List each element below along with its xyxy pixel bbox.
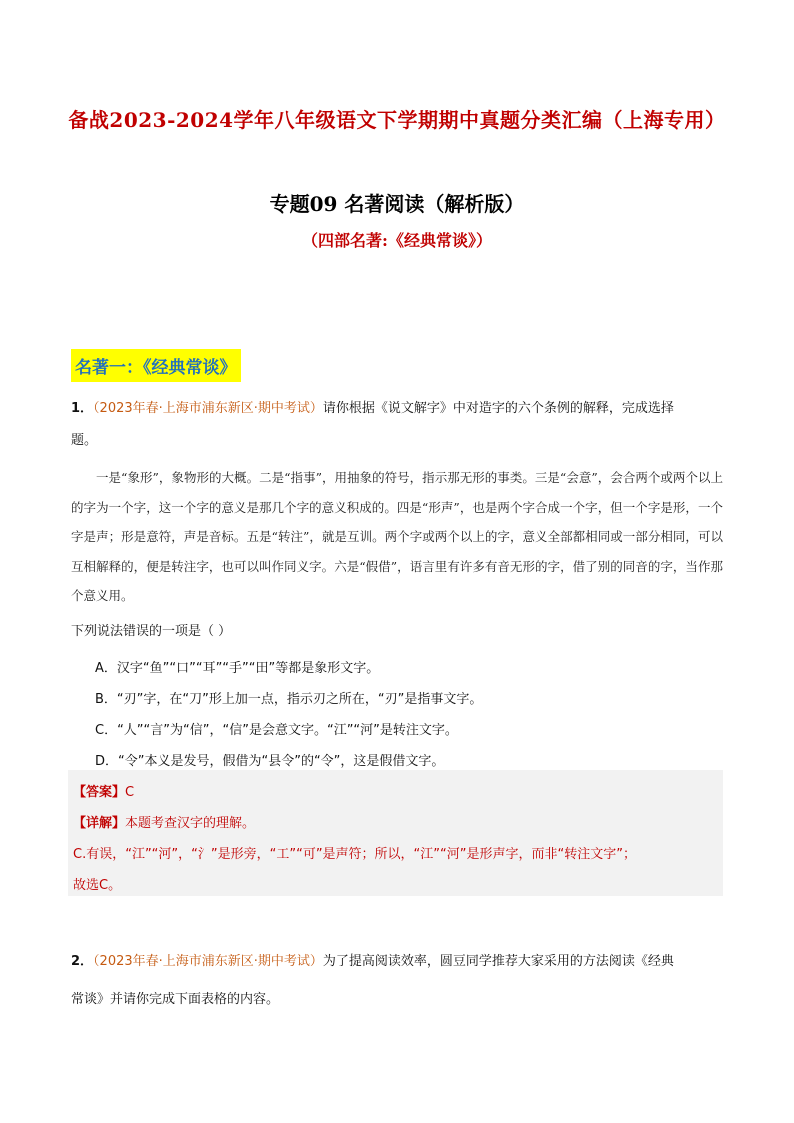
answer-value: C	[125, 785, 135, 800]
option-a: A．汉字“鱼”“口”“耳”“手”“田”等都是象形文字。	[95, 661, 380, 676]
option-d: D．“令”本义是发号，假借为“县令”的“令”，这是假借文字。	[95, 754, 445, 769]
detail-line	[73, 812, 255, 831]
answer-box	[68, 770, 723, 896]
option-b: B．“刃”字，在“刀”形上加一点，指示刃之所在，“刃”是指事文字。	[95, 692, 483, 707]
question-1-stem	[71, 393, 723, 457]
answer-tag: 【答案】	[73, 785, 126, 800]
reading-passage: 一是“象形”，象物形的大概。二是“指事”，用抽象的符号，指示那无形的事类。三是“会意”，会合两个或两个以上的字为一个字，这一个字的意义是那几个字的意义积成的。四是“形声”，也是两个字合成一个字，但一个字是形，一个字是声；形是意符，声是音标。五是“转注”，就是互训。两个字或两个以上的字，意义全部都相同或一部分相同，可以互相解释的，便是转注字，也可以叫作同义字。六是“假借”，语言里有许多有音无形的字，借了别的同音的字，当作那个意义用。	[71, 470, 723, 603]
question-source: （2023年春·上海市浦东新区·期中考试）	[93, 401, 323, 416]
question-stem: 为了提高阅读效率，圆豆同学推荐大家采用的方法阅读《经典	[322, 954, 674, 969]
question-number: 1．	[71, 401, 94, 416]
section-heading: 名著一：《经典常谈》	[71, 349, 241, 382]
main-title: 备战2023-2024学年八年级语文下学期期中真题分类汇编（上海专用）	[68, 108, 726, 132]
question-stem: 请你根据《说文解字》中对造字的六个条例的解释，完成选择	[322, 401, 674, 416]
question-prompt: 下列说法错误的一项是（ ）	[71, 624, 232, 639]
detail-tag: 【详解】	[73, 816, 126, 831]
sub-title: 专题09 名著阅读（解析版）	[269, 192, 525, 216]
question-number: 2．	[71, 954, 94, 969]
option-c: C．“人”“言”为“信”，“信”是会意文字。“江”“河”是转注文字。	[95, 723, 458, 738]
question-2-stem	[71, 943, 723, 1019]
question-source: （2023年春·上海市浦东新区·期中考试）	[93, 954, 323, 969]
conclusion-line: 故选C。	[73, 878, 122, 893]
answer-line	[73, 781, 134, 800]
explanation-line: C.有误，“江”“河”，“氵”是形旁，“工”“可”是声符；所以，“江”“河”是形声字，而非“转注文字”；	[73, 847, 636, 862]
detail-text: 本题考查汉字的理解。	[125, 816, 256, 831]
question-stem-continued: 常谈》并请你完成下面表格的内容。	[71, 992, 280, 1007]
sub-sub-title: （四部名著:《经典常谈》）	[302, 231, 492, 250]
question-stem-continued: 题。	[71, 433, 98, 448]
